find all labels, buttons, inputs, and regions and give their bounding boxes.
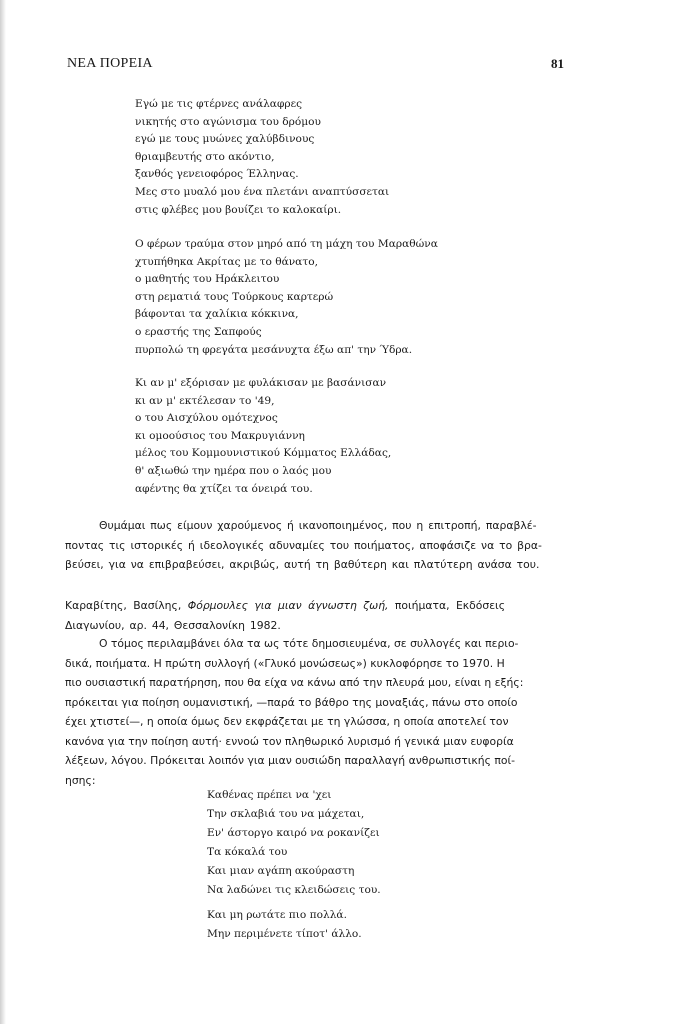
- verse-line: Καθένας πρέπει να 'χει: [207, 789, 332, 801]
- poem1-stanza-3: [135, 375, 391, 498]
- verse-line: πυρπολώ τη φρεγάτα μεσάνυχτα έξω απ' την Ύδρα.: [135, 343, 413, 356]
- poem1-stanza-2: [135, 236, 438, 359]
- verse-line: Και μιαν αγάπη ακούραστη: [207, 865, 355, 877]
- verse-line: ξανθός γενειοφόρος Έλληνας.: [135, 168, 299, 181]
- verse-line: Και μη ρωτάτε πιο πολλά.: [207, 909, 347, 921]
- verse-line: κι ομοούσιος του Μακρυγιάννη: [135, 429, 305, 442]
- poem2-stanza-1: [207, 786, 381, 900]
- page-edge-shadow: [0, 0, 6, 1024]
- citation-author: Καραβίτης, Βασίλης,: [65, 599, 188, 612]
- verse-line: μέλος του Κομμουνιστικού Κόμματος Ελλάδας,: [135, 447, 392, 460]
- verse-line: ο εραστής της Σαπφούς: [135, 325, 262, 338]
- paragraph-line: ποντας τις ιστορικές ή ιδεολογικές αδυναμίες του ποιήματος, αποφάσιζε να το βρα-: [65, 538, 542, 552]
- paragraph-line: Ο τόμος περιλαμβάνει όλα τα ως τότε δημοσιευμένα, σε συλλογές και περιο-: [99, 637, 519, 650]
- paragraph-line: κανόνα για την ποίηση αυτή· εννοώ τον πληθωρικό λυρισμό ή γενικά μιαν ευφορία: [65, 734, 514, 748]
- verse-line: Μην περιμένετε τίποτ' άλλο.: [207, 928, 362, 940]
- verse-line: Μες στο μυαλό μου ένα πλετάνι αναπτύσσεται: [135, 185, 390, 198]
- paragraph-line: λέξεων, λόγου. Πρόκειται λοιπόν για μιαν ουσιώδη παραλλαγή ανθρωπιστικής ποί-: [65, 754, 516, 767]
- verse-line: ο μαθητής του Ηράκλειτου: [135, 273, 280, 286]
- commentary-paragraph-2: [65, 634, 575, 790]
- verse-line: ο του Αισχύλου ομότεχνος: [135, 412, 278, 425]
- citation-line-2: Διαγωνίου, αρ. 44, Θεσσαλονίκη 1982.: [65, 618, 281, 632]
- verse-line: Την σκλαβιά του να μάχεται,: [207, 808, 365, 820]
- bibliographic-citation: [65, 596, 575, 635]
- poem2-stanza-2: [207, 906, 362, 944]
- verse-line: Ο φέρων τραύμα στον μηρό από τη μάχη του Μαραθώνα: [135, 238, 438, 250]
- verse-line: στη ρεματιά τους Τούρκους καρτερώ: [135, 290, 334, 303]
- citation-publisher: ποιήματα, Εκδόσεις: [388, 599, 506, 612]
- verse-line: βάφονται τα χαλίκια κόκκινα,: [135, 308, 299, 321]
- paragraph-line: Θυμάμαι πως είμουν χαρούμενος ή ικανοποιημένος, που η επιτροπή, παραβλέ-: [99, 519, 537, 532]
- running-header-title: ΝΕΑ ΠΟΡΕΙΑ: [67, 56, 153, 71]
- paragraph-line: έχει χτιστεί—, η οποία όμως δεν εκφράζεται με τη γλώσσα, η οποία αποτελεί τον: [65, 715, 509, 728]
- verse-line: εγώ με τους μυώνες χαλύβδινους: [135, 133, 315, 146]
- verse-line: Να λαδώνει τις κλειδώσεις του.: [207, 884, 381, 896]
- paragraph-line: δικά, ποιήματα. Η πρώτη συλλογή («Γλυκό μονώσεως») κυκλοφόρησε το 1970. Η: [65, 656, 505, 670]
- commentary-paragraph-1: [65, 516, 575, 575]
- paragraph-line: πιο ουσιαστική παρατήρηση, που θα είχα να κάνω από την πλευρά μου, είναι η εξής:: [65, 676, 524, 689]
- paragraph-line: βεύσει, για να επιβραβεύσει, ακριβώς, αυτή τη βαθύτερη και πλατύτερη ανάσα του.: [65, 558, 540, 571]
- citation-book-title: Φόρμουλες για μιαν άγνωστη ζωή,: [187, 599, 389, 612]
- verse-line: Κι αν μ' εξόρισαν με φυλάκισαν με βασάνισαν: [135, 377, 387, 389]
- verse-line: χτυπήθηκα Ακρίτας με το θάνατο,: [135, 255, 318, 268]
- citation-line-1: [65, 596, 575, 616]
- verse-line: στις φλέβες μου βουίζει το καλοκαίρι.: [135, 203, 342, 216]
- verse-line: θριαμβευτής στο ακόντιο,: [135, 150, 275, 163]
- poem1-stanza-1: [135, 96, 389, 219]
- verse-line: Εν' άστοργο καιρό να ροκανίζει: [207, 827, 380, 839]
- paragraph-line: ησης:: [65, 773, 96, 787]
- verse-line: νικητής στο αγώνισμα του δρόμου: [135, 115, 321, 128]
- page-number: 81: [551, 56, 564, 71]
- verse-line: αφέντης θα χτίζει τα όνειρά του.: [135, 482, 313, 495]
- paragraph-line: πρόκειται για ποίηση ουμανιστική, —παρά το βάθρο της μοναξιάς, πάνω στο οποίο: [65, 695, 518, 709]
- verse-line: Εγώ με τις φτέρνες ανάλαφρες: [135, 98, 303, 110]
- verse-line: Τα κόκαλά του: [207, 846, 288, 858]
- verse-line: θ' αξιωθώ την ημέρα που ο λαός μου: [135, 464, 332, 477]
- verse-line: κι αν μ' εκτέλεσαν το '49,: [135, 394, 275, 407]
